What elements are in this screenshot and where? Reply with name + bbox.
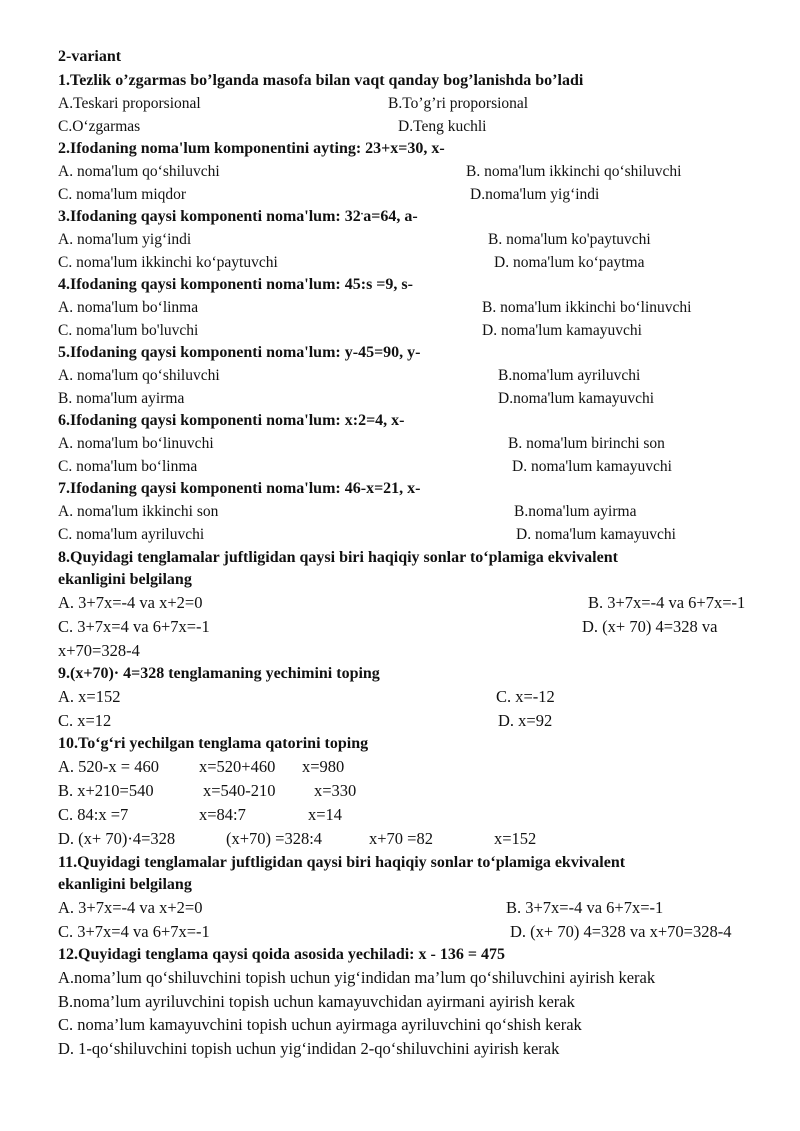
option-d: D.noma'lum kamayuvchi bbox=[498, 390, 655, 407]
question-10: 10.To‘g‘ri yechilgan tenglama qatorini toping bbox=[58, 735, 369, 752]
option-d: D. noma'lum ko‘paytma bbox=[494, 254, 645, 271]
option-b: B. 3+7x=-4 va 6+7x=-1 bbox=[506, 898, 664, 917]
option-b: B. 3+7x=-4 va 6+7x=-1 bbox=[588, 593, 746, 612]
option-b: B. noma'lum ikkinchi bo‘linuvchi bbox=[482, 299, 692, 316]
option-d: D. (x+ 70) 4=328 va bbox=[582, 617, 718, 636]
option-a: A.noma’lum qo‘shiluvchini topish uchun yig‘indidan ma’lum qo‘shiluvchini ayirish kerak bbox=[58, 968, 656, 987]
equation-step: x=84:7 bbox=[199, 805, 246, 824]
option-c: C. 3+7x=4 va 6+7x=-1 bbox=[58, 617, 210, 636]
question-7: 7.Ifodaning qaysi komponenti noma'lum: 46-x=21, x- bbox=[58, 480, 421, 497]
options-row bbox=[58, 896, 770, 920]
equation-step: x=540-210 bbox=[203, 781, 276, 800]
options-row bbox=[58, 455, 770, 478]
option-d: D. x=92 bbox=[498, 711, 553, 730]
options-row bbox=[58, 92, 770, 115]
option-c: B. noma'lum ayirma bbox=[58, 390, 185, 407]
options-row bbox=[58, 615, 770, 639]
option-c: C. x=12 bbox=[58, 711, 112, 730]
question-5: 5.Ifodaning qaysi komponenti noma'lum: y-45=90, y- bbox=[58, 344, 421, 361]
option-d: D. noma'lum kamayuvchi bbox=[516, 526, 676, 543]
option-a: A. noma'lum ikkinchi son bbox=[58, 503, 219, 520]
options-row bbox=[58, 523, 770, 546]
test-page bbox=[58, 46, 770, 1060]
question-4: 4.Ifodaning qaysi komponenti noma'lum: 45:s =9, s- bbox=[58, 276, 413, 293]
equation-step: B. x+210=540 bbox=[58, 781, 154, 800]
option-b: B.noma'lum ayriluvchi bbox=[498, 367, 641, 384]
option-d: D.noma'lum yig‘indi bbox=[470, 186, 600, 203]
equation-step: x=14 bbox=[308, 805, 343, 824]
option-a: A. noma'lum qo‘shiluvchi bbox=[58, 367, 220, 384]
option-a: A. noma'lum qo‘shiluvchi bbox=[58, 163, 220, 180]
equation-row bbox=[58, 803, 770, 827]
options-row bbox=[58, 183, 770, 206]
options-row bbox=[58, 115, 770, 138]
option-c: C. noma'lum bo'luvchi bbox=[58, 322, 199, 339]
question-12: 12.Quyidagi tenglama qaysi qoida asosida yechiladi: x - 136 = 475 bbox=[58, 946, 505, 963]
equation-step: C. 84:x =7 bbox=[58, 805, 129, 824]
options-row bbox=[58, 387, 770, 410]
options-row bbox=[58, 432, 770, 455]
equation-row bbox=[58, 755, 770, 779]
option-c: C.O‘zgarmas bbox=[58, 118, 141, 135]
equation-row bbox=[58, 827, 770, 851]
options-row bbox=[58, 591, 770, 615]
option-c: C. noma'lum ayriluvchi bbox=[58, 526, 205, 543]
option-c: C. noma'lum ikkinchi ko‘paytuvchi bbox=[58, 254, 278, 271]
options-row bbox=[58, 364, 770, 387]
option-d: D. 1-qo‘shiluvchini topish uchun yig‘indidan 2-qo‘shiluvchini ayirish kerak bbox=[58, 1038, 560, 1058]
variant-title: 2-variant bbox=[58, 48, 122, 65]
equation-step: (x+70) =328:4 bbox=[226, 829, 323, 848]
option-b: B.noma'lum ayirma bbox=[514, 503, 637, 520]
option-c: C. 3+7x=4 va 6+7x=-1 bbox=[58, 922, 210, 941]
option-d: D. (x+ 70) 4=328 va x+70=328-4 bbox=[510, 922, 732, 941]
option-a: A.Teskari proporsional bbox=[58, 95, 201, 112]
equation-step: A. 520-x = 460 bbox=[58, 757, 159, 776]
equation-step: x=520+460 bbox=[199, 757, 276, 776]
option-d-continued: x+70=328-4 bbox=[58, 641, 140, 660]
options-row bbox=[58, 319, 770, 342]
options-row bbox=[58, 228, 770, 251]
question-3: 3.Ifodaning qaysi komponenti noma'lum: 32.a=64, a- bbox=[58, 206, 418, 225]
question-6: 6.Ifodaning qaysi komponenti noma'lum: x:2=4, x- bbox=[58, 412, 405, 429]
options-row bbox=[58, 685, 770, 709]
option-b: B.To’g’ri proporsional bbox=[388, 95, 529, 112]
option-c: C. noma’lum kamayuvchini topish uchun ayirmaga ayriluvchini qo‘shish kerak bbox=[58, 1015, 582, 1034]
options-row bbox=[58, 920, 770, 944]
options-row bbox=[58, 639, 770, 663]
option-b: C. x=-12 bbox=[496, 687, 555, 706]
option-d: D. noma'lum kamayuvchi bbox=[482, 322, 642, 339]
option-b: B.noma’lum ayriluvchini topish uchun kamayuvchidan ayirmani ayirish kerak bbox=[58, 991, 575, 1011]
equation-row bbox=[58, 779, 770, 803]
option-b: B. noma'lum ikkinchi qo‘shiluvchi bbox=[466, 163, 682, 180]
question-9: 9.(x+70)· 4=328 tenglamaning yechimini toping bbox=[58, 665, 380, 682]
option-a: A. noma'lum bo‘linma bbox=[58, 299, 199, 316]
options-row bbox=[58, 500, 770, 523]
option-d: D. noma'lum kamayuvchi bbox=[512, 458, 672, 475]
options-row bbox=[58, 160, 770, 183]
option-c: C. noma'lum miqdor bbox=[58, 186, 187, 203]
option-b: B. noma'lum birinchi son bbox=[508, 435, 665, 452]
equation-step: x=980 bbox=[302, 757, 345, 776]
question-2: 2.Ifodaning noma'lum komponentini ayting: 23+x=30, x- bbox=[58, 140, 445, 157]
equation-step: x+70 =82 bbox=[369, 829, 433, 848]
option-b: B. noma'lum ko'paytuvchi bbox=[488, 231, 651, 248]
equation-step: x=330 bbox=[314, 781, 357, 800]
options-row bbox=[58, 296, 770, 319]
equation-step: D. (x+ 70)·4=328 bbox=[58, 829, 176, 848]
option-a: A. 3+7x=-4 va x+2=0 bbox=[58, 593, 203, 612]
options-row bbox=[58, 251, 770, 274]
option-a: A. x=152 bbox=[58, 687, 121, 706]
option-a: A. 3+7x=-4 va x+2=0 bbox=[58, 898, 203, 917]
option-a: A. noma'lum yig‘indi bbox=[58, 231, 192, 248]
question-1: 1.Tezlik o’zgarmas bo’lganda masofa bilan vaqt qanday bog’lanishda bo’ladi bbox=[58, 72, 584, 89]
equation-step: x=152 bbox=[494, 829, 537, 848]
options-row bbox=[58, 709, 770, 733]
option-c: C. noma'lum bo‘linma bbox=[58, 458, 198, 475]
option-d: D.Teng kuchli bbox=[398, 118, 487, 135]
question-11: 11.Quyidagi tenglamalar juftligidan qaysi biri haqiqiy sonlar to‘plamiga ekvivalent ekanligini belgilang bbox=[58, 854, 626, 893]
option-a: A. noma'lum bo‘linuvchi bbox=[58, 435, 214, 452]
question-8: 8.Quyidagi tenglamalar juftligidan qaysi biri haqiqiy sonlar to‘plamiga ekvivalent ekanligini belgilang bbox=[58, 549, 618, 588]
